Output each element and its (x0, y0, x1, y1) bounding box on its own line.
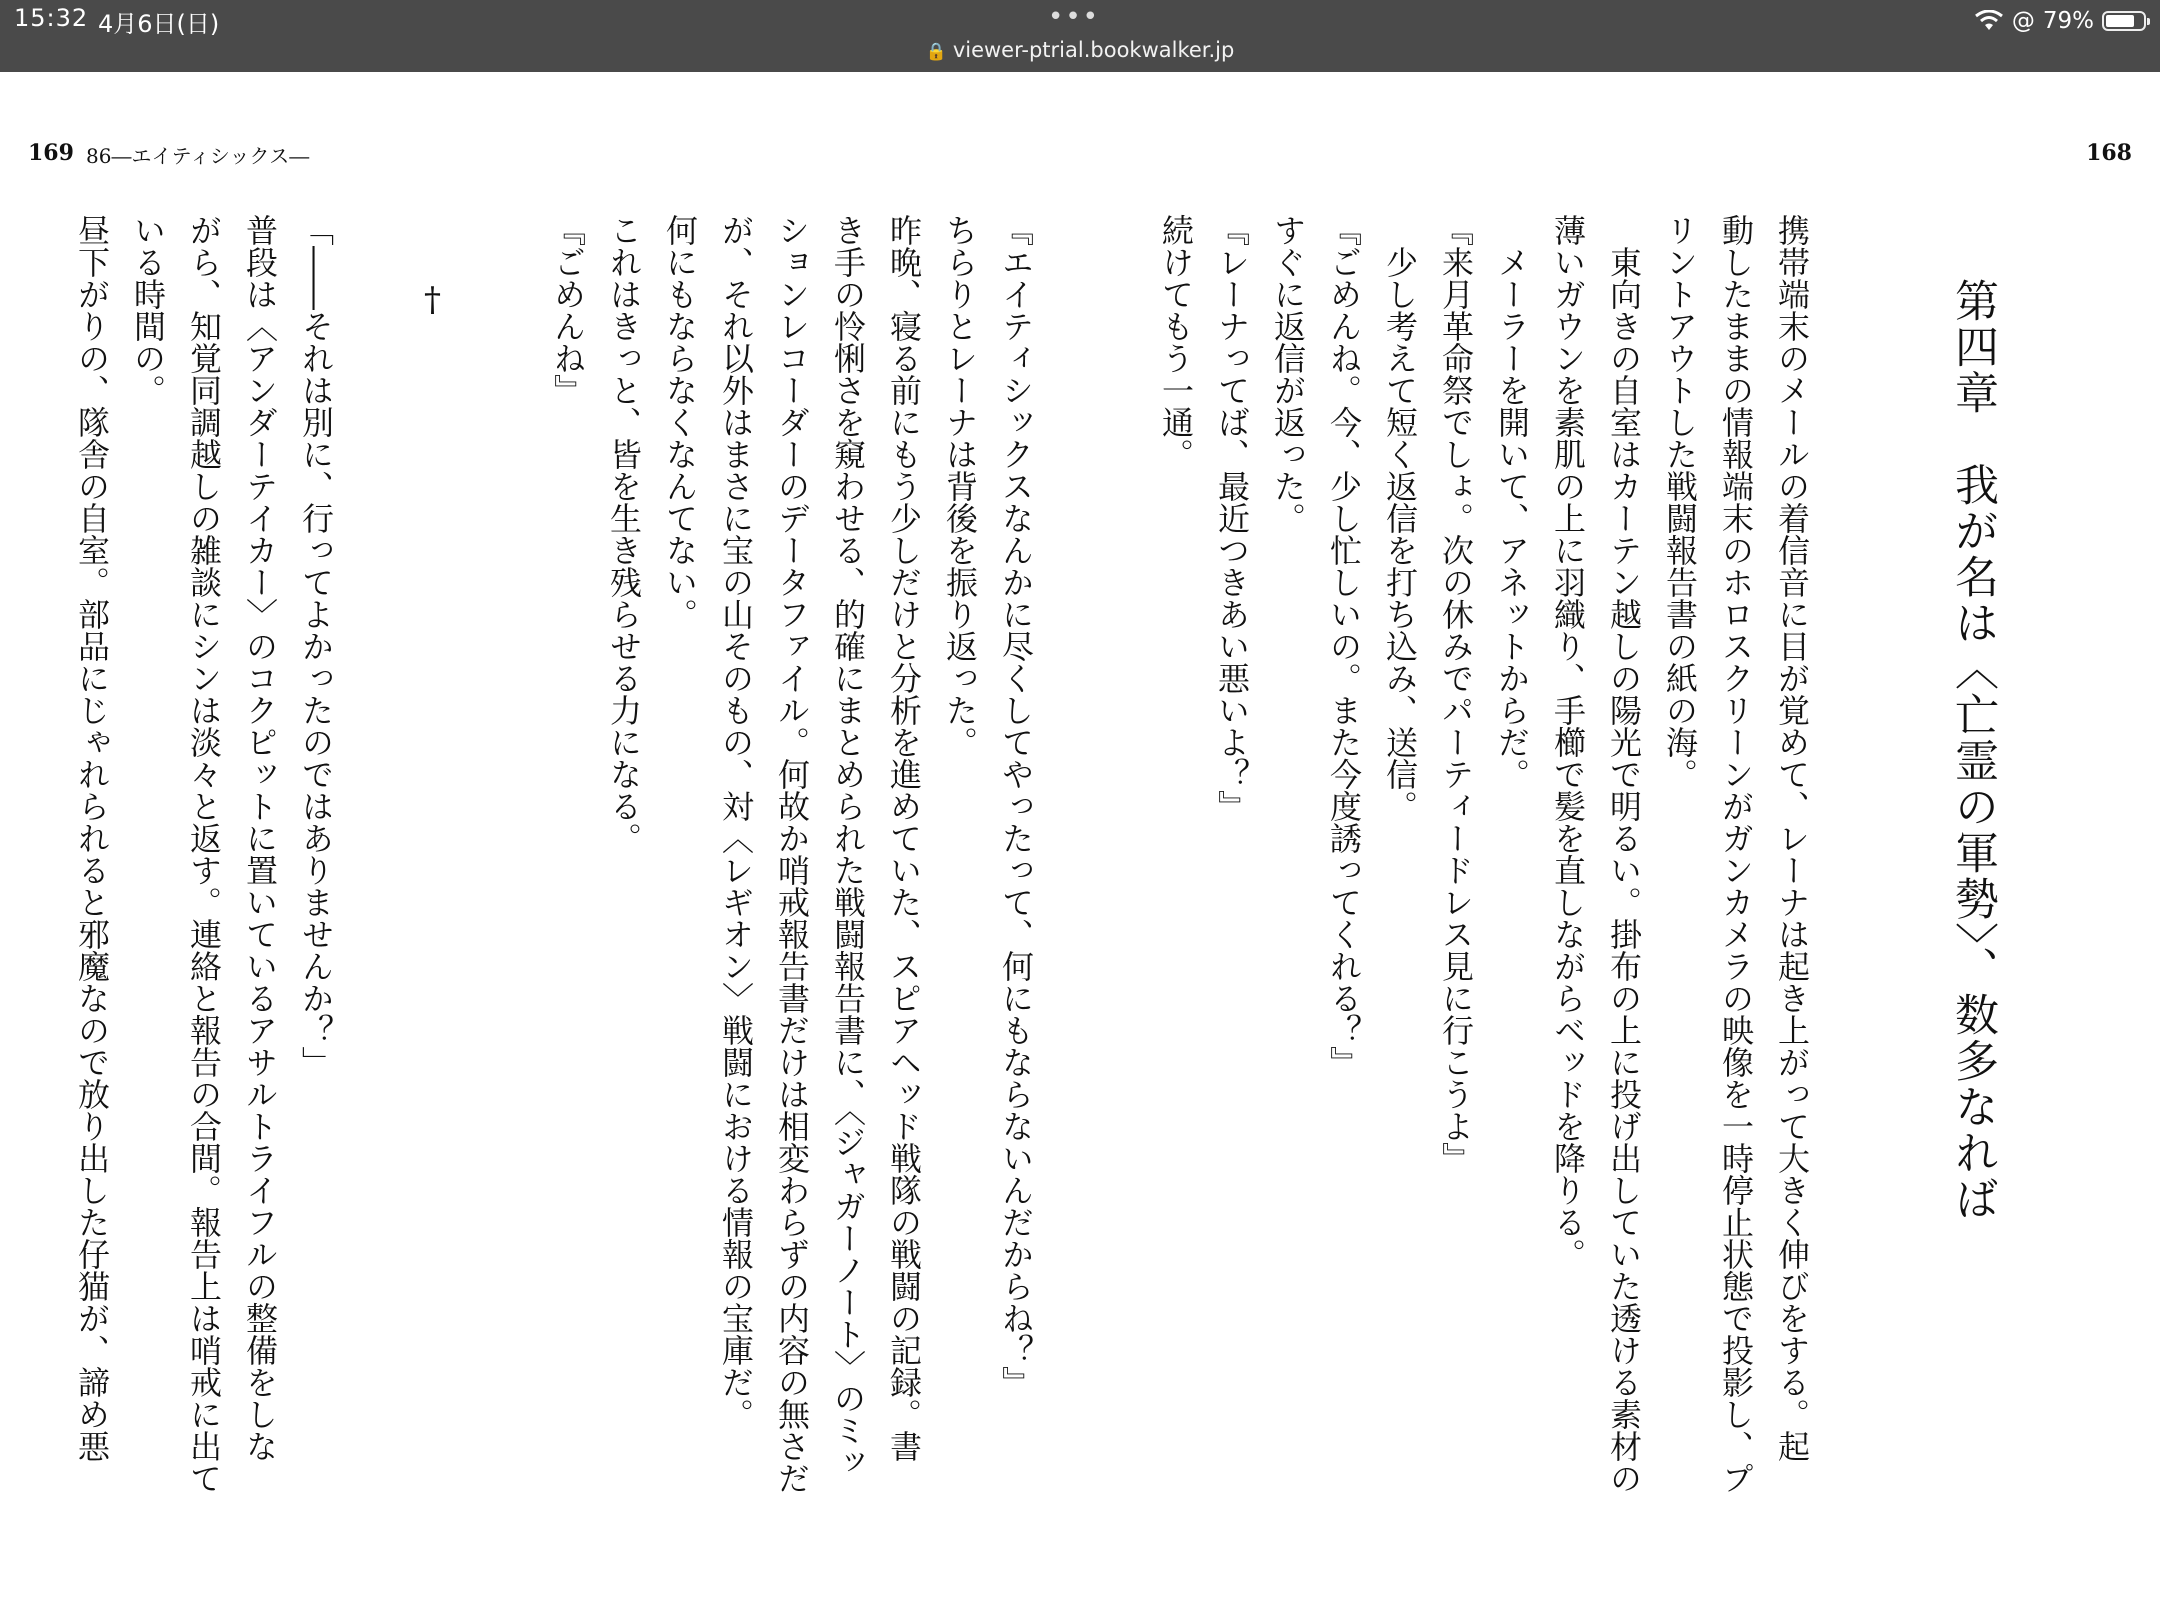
battery-percent: 79% (2042, 8, 2094, 34)
left-page-number: 169 (28, 140, 74, 166)
right-page-number: 168 (2086, 140, 2132, 166)
chapter-title: 第四章 我が名は〈亡霊の軍勢〉、数多なれば (1947, 278, 1998, 1222)
text-column: 薄いガウンを素肌の上に羽織り、手櫛で髪を直しながらベッドを降りる。 (1549, 214, 1587, 1270)
text-column: 東向きの自室はカーテン越しの陽光で明るい。掛布の上に投げ出していた透ける素材の (1605, 246, 1643, 1494)
text-column: 携帯端末のメールの着信音に目が覚めて、レーナは起き上がって大きく伸びをする。起 (1773, 214, 1811, 1462)
text-column: 『ごめんね。今、少し忙しいの。また今度誘ってくれる？』 (1325, 214, 1363, 1078)
address-bar[interactable] (0, 38, 2160, 62)
text-column: 『来月革命祭でしょ。次の休みでパーティードレス見に行こうよ』 (1437, 214, 1475, 1174)
section-separator: † (424, 280, 441, 320)
text-column: がら、知覚同調越しの雑談にシンは淡々と返す。連絡と報告の合間。報告上は哨戒に出て (185, 214, 223, 1494)
lock-icon: 🔒 (925, 42, 947, 62)
text-column: いる時間の。 (129, 214, 167, 406)
running-title: 86―エイティシックス― (86, 144, 310, 168)
text-column: リントアウトした戦闘報告書の紙の海。 (1661, 214, 1699, 790)
text-column: 続けてもう一通。 (1157, 214, 1195, 470)
battery-icon (2102, 11, 2146, 31)
text-column: 昨晩、寝る前にもう少しだけと分析を進めていた、スピアヘッド戦隊の戦闘の記録。書 (885, 214, 923, 1462)
clock: 15:32 (14, 4, 89, 32)
text-column: 普段は〈アンダーテイカー〉のコクピットに置いているアサルトライフルの整備をしな (241, 214, 279, 1462)
status-bar (0, 0, 2160, 72)
status-indicators (1974, 4, 2146, 38)
text-column: 何にもならなくなんてない。 (661, 214, 699, 630)
text-column: が、それ以外はまさに宝の山そのもの、対〈レギオン〉戦闘における情報の宝庫だ。 (717, 214, 755, 1430)
url-text: viewer-ptrial.bookwalker.jp (952, 38, 1235, 62)
text-column: 『エイティシックスなんかに尽くしてやったって、何にもならないんだからね？』 (997, 214, 1035, 1398)
text-column: 「――それは別に、行ってよかったのではありませんか？」 (297, 214, 335, 1078)
text-column: メーラーを開いて、アネットからだ。 (1493, 246, 1531, 790)
text-column: ションレコーダーのデータファイル。何故か哨戒報告書だけは相変わらずの内容の無さだ (773, 214, 811, 1494)
text-column: 動したままの情報端末のホロスクリーンがガンカメラの映像を一時停止状態で投影し、プ (1717, 214, 1755, 1494)
text-column: 『ごめんね』 (549, 214, 587, 406)
text-column: すぐに返信が返った。 (1269, 214, 1307, 534)
text-column: 『レーナってば、最近つきあい悪いよ？』 (1213, 214, 1251, 822)
orientation-lock-icon: @ (2011, 8, 2035, 34)
text-column: 少し考えて短く返信を打ち込み、送信。 (1381, 246, 1419, 822)
text-column: き手の怜悧さを窺わせる、的確にまとめられた戦闘報告書に、〈ジャガーノート〉のミッ (829, 214, 867, 1478)
text-column: これはきっと、皆を生き残らせる力になる。 (605, 214, 643, 854)
date: 4月6日(日) (98, 10, 220, 38)
text-column: ちらりとレーナは背後を振り返った。 (941, 214, 979, 758)
wifi-icon (1974, 10, 2004, 32)
battery-fill (2106, 15, 2134, 27)
more-dots-icon[interactable]: ••• (1048, 2, 1101, 32)
text-column: 昼下がりの、隊舎の自室。部品にじゃれられると邪魔なので放り出した仔猫が、諦め悪 (73, 214, 111, 1462)
